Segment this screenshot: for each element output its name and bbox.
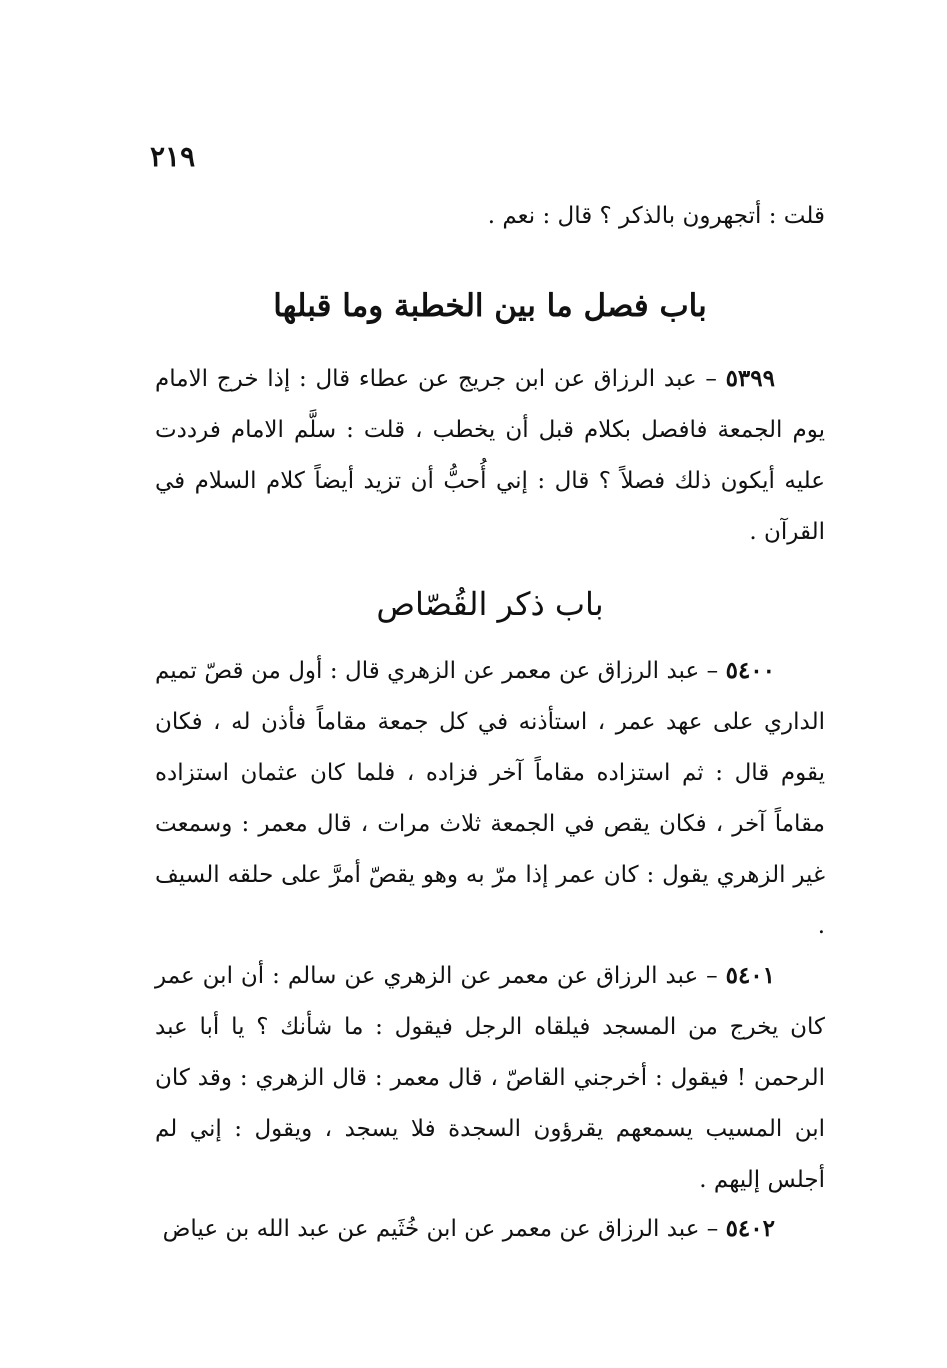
chapter-heading-storytellers: باب ذكر القُصّاص: [376, 585, 604, 623]
hadith-text: – عبد الرزاق عن معمر عن الزهري عن سالم : أن ابن عمر كان يخرج من المسجد فيلقاه الرجل فيقول : ما شأنك ؟ يا أبا عبد الرحمن ! فيقول : أخرجني القاصّ ، قال معمر : قال الزهري : وقد كان ابن المسيب يسمعهم يقرؤون السجدة فلا يسجد ، ويقول : إني لم أجلس إليهم .: [155, 963, 825, 1193]
hadith-number: ٥٣٩٩: [725, 365, 775, 392]
hadith-number: ٥٤٠١: [725, 962, 776, 989]
hadith-5402: [155, 1203, 825, 1255]
page-number: ٢١٩: [150, 140, 196, 173]
chapter-heading-separation: باب فصل ما بين الخطبة وما قبلها: [273, 288, 707, 324]
hadith-number: ٥٤٠٠: [725, 657, 776, 684]
hadith-number: ٥٤٠٢: [725, 1215, 775, 1242]
hadith-text: – عبد الرزاق عن معمر عن الزهري قال : أول من قصّ تميم الداري على عهد عمر ، استأذنه في كل جمعة مقاماً فأذن له ، فكان يقوم قال : ثم استزاده مقاماً آخر فزاده ، فلما كان عثمان استزاده مقاماً آخر ، فكان يقص في الجمعة ثلاث مرات ، قال معمر : وسمعت غير الزهري يقول : كان عمر إذا مرّ به وهو يقصّ أمرَّ على حلقه السيف .: [155, 658, 825, 939]
hadith-5401: [155, 950, 825, 1206]
hadith-text: – عبد الرزاق عن معمر عن ابن خُثَيم عن عبد الله بن عياض: [162, 1216, 719, 1242]
hadith-text: – عبد الرزاق عن ابن جريج عن عطاء قال : إذا خرج الامام يوم الجمعة فافصل بكلام قبل أن يخطب ، قلت : سلَّم الامام فرددت عليه أيكون ذلك فصلاً ؟ قال : إني أُحبُّ أن تزيد أيضاً كلام السلام في القرآن .: [155, 366, 825, 545]
hadith-5400: [155, 645, 825, 952]
hadith-5399: [155, 353, 825, 558]
intro-line: قلت : أتجهرون بالذكر ؟ قال : نعم .: [487, 203, 825, 229]
